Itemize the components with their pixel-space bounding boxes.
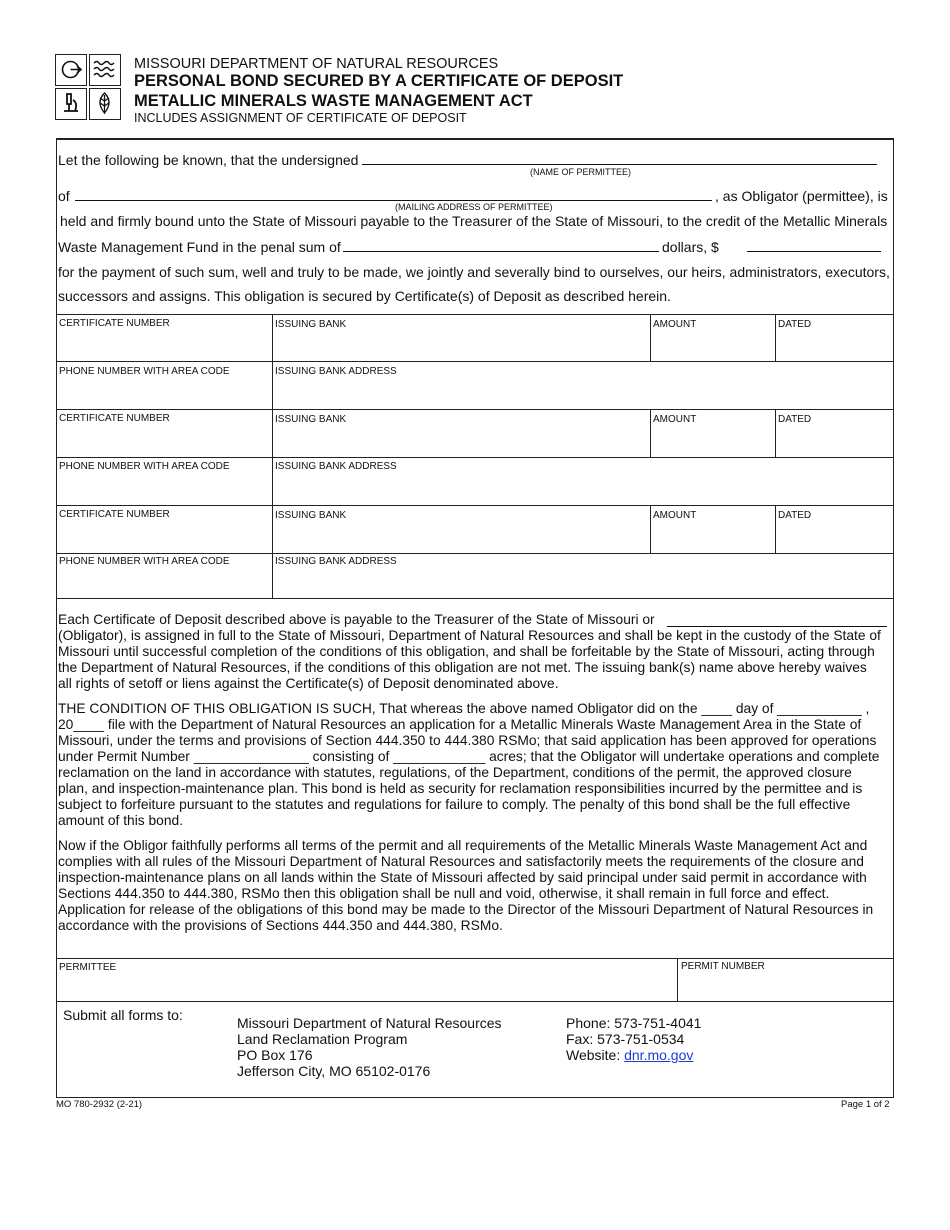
phone-label: PHONE NUMBER WITH AREA CODE bbox=[59, 461, 230, 472]
cert-number-label: CERTIFICATE NUMBER bbox=[59, 509, 170, 520]
form-number: MO 780-2932 (2-21) bbox=[56, 1099, 143, 1110]
form-subtitle: METALLIC MINERALS WASTE MANAGEMENT ACT bbox=[134, 92, 533, 110]
dated-label: DATED bbox=[778, 510, 812, 521]
cert-number-label: CERTIFICATE NUMBER bbox=[59, 318, 170, 329]
sun-icon bbox=[55, 54, 87, 86]
amount-label: AMOUNT bbox=[653, 414, 697, 425]
dated-label: DATED bbox=[778, 319, 812, 330]
amount-label: AMOUNT bbox=[653, 510, 697, 521]
address-caption: (MAILING ADDRESS OF PERMITTEE) bbox=[395, 202, 553, 212]
leaf-icon bbox=[89, 88, 121, 120]
issuing-bank-label: ISSUING BANK bbox=[275, 510, 347, 521]
intro-line-3: held and firmly bound unto the State of Missouri payable to the Treasurer of the State of Missouri, to the credit of the Metallic Minerals bbox=[60, 213, 888, 229]
bank-address-label: ISSUING BANK ADDRESS bbox=[275, 461, 397, 472]
submit-address: Missouri Department of Natural Resources Land Reclamation Program PO Box 176 Jefferson City, MO 65102-0176 bbox=[237, 1015, 502, 1079]
obligation-paragraph: Now if the Obligor faithfully performs all terms of the permit and all requirements of the Metallic Minerals Waste Management Act and complies with all rules of the Missouri Department of Natural Resources and satisfactorily meets the requirements of the closure and inspection-maintenance plans on all lands within the State of Missouri affected by said principal under said permit in accordance with Sections 444.350 to 444.380, RSMo then this obligation shall be null and void, otherwise, it shall remain in full force and effect. Application for release of the obligations of this bond may be made to the Director of the Missouri Department of Natural Resources in accordance with the provisions of Sections 444.350 and 444.380, RSMo. bbox=[58, 838, 874, 933]
issuing-bank-label: ISSUING BANK bbox=[275, 414, 347, 425]
website-link[interactable]: dnr.mo.gov bbox=[624, 1047, 694, 1063]
issuing-bank-label: ISSUING BANK bbox=[275, 319, 347, 330]
intro-line-4a: Waste Management Fund in the penal sum of bbox=[58, 239, 341, 255]
form-title: PERSONAL BOND SECURED BY A CERTIFICATE OF DEPOSIT bbox=[134, 72, 624, 90]
obligator-text: , as Obligator (permittee), is bbox=[715, 188, 888, 204]
page-number: Page 1 of 2 bbox=[841, 1099, 890, 1110]
cert-number-label: CERTIFICATE NUMBER bbox=[59, 413, 170, 424]
form-note: INCLUDES ASSIGNMENT OF CERTIFICATE OF DEPOSIT bbox=[134, 111, 467, 125]
submit-label: Submit all forms to: bbox=[63, 1007, 183, 1023]
intro-of: of bbox=[58, 188, 70, 204]
dnr-logo bbox=[55, 54, 123, 122]
fax-number: Fax: 573-751-0534 bbox=[566, 1031, 685, 1047]
permittee-label: PERMITTEE bbox=[59, 962, 117, 973]
permit-number-field[interactable] bbox=[679, 975, 893, 1000]
condition-paragraph: THE CONDITION OF THIS OBLIGATION IS SUCH, That whereas the above named Obligator did on the ____ day of ___________ , 20____ file with the Department of Natural Resources an application for a Metallic Minerals Waste Management Area in the State of Missouri, under the terms and provisions of Section 444.350 to 444.380 RSMo; that said application has been approved for operations under Permit Number _______________ consisting of ____________ acres; that the Obligator will undertake operations and complete reclamation on the land in accordance with statutes, regulations, of the Department, conditions of the permit, the approved closure plan, and inspection-maintenance plan. This bond is held as security for reclamation responsibilities incurred by the permittee and is subject to forfeiture pursuant to the statutes and regulations for failure to comply. The penalty of this bond shall be the full effective amount of this bond. bbox=[58, 701, 880, 828]
intro-line-6: successors and assigns. This obligation is secured by Certificate(s) of Deposit as described herein. bbox=[58, 288, 671, 304]
contact-info: Phone: 573-751-4041 Fax: 573-751-0534 Website: dnr.mo.gov bbox=[566, 1015, 702, 1063]
permittee-address-field[interactable] bbox=[75, 200, 712, 201]
obligator-name-field[interactable] bbox=[667, 626, 887, 627]
permittee-field[interactable] bbox=[57, 975, 676, 1000]
bank-address-label: ISSUING BANK ADDRESS bbox=[275, 556, 397, 567]
penal-sum-words-field[interactable] bbox=[343, 251, 659, 252]
microscope-icon bbox=[55, 88, 87, 120]
intro-line-4b: dollars, $ bbox=[662, 239, 719, 255]
intro-line-5: for the payment of such sum, well and truly to be made, we jointly and severally bind to ourselves, our heirs, administrators, executors, bbox=[58, 264, 890, 280]
phone-number: Phone: 573-751-4041 bbox=[566, 1015, 702, 1031]
permittee-name-field[interactable] bbox=[362, 164, 877, 165]
name-caption: (NAME OF PERMITTEE) bbox=[530, 167, 631, 177]
assignment-paragraph: Each Certificate of Deposit described above is payable to the Treasurer of the State of Missouri or (Obligator), is assigned in full to the State of Missouri, Department of Natural Resources and shall be kept in the custody of the State of Missouri until successful completion of the conditions of this obligation, and shall be forfeitable by the State of Missouri, acting through the Department of Natural Resources, if the conditions of this obligation are not met. The issuing bank(s) name above hereby waives all rights of setoff or liens against the Certificate(s) of Deposit denominated above. bbox=[58, 612, 881, 691]
phone-label: PHONE NUMBER WITH AREA CODE bbox=[59, 366, 230, 377]
water-waves-icon bbox=[89, 54, 121, 86]
bank-address-label: ISSUING BANK ADDRESS bbox=[275, 366, 397, 377]
agency-name: MISSOURI DEPARTMENT OF NATURAL RESOURCES bbox=[134, 56, 499, 72]
permit-number-label: PERMIT NUMBER bbox=[681, 961, 765, 972]
penal-sum-amount-field[interactable] bbox=[747, 251, 881, 252]
amount-label: AMOUNT bbox=[653, 319, 697, 330]
dated-label: DATED bbox=[778, 414, 812, 425]
intro-line-1: Let the following be known, that the undersigned bbox=[58, 152, 359, 168]
phone-label: PHONE NUMBER WITH AREA CODE bbox=[59, 556, 230, 567]
